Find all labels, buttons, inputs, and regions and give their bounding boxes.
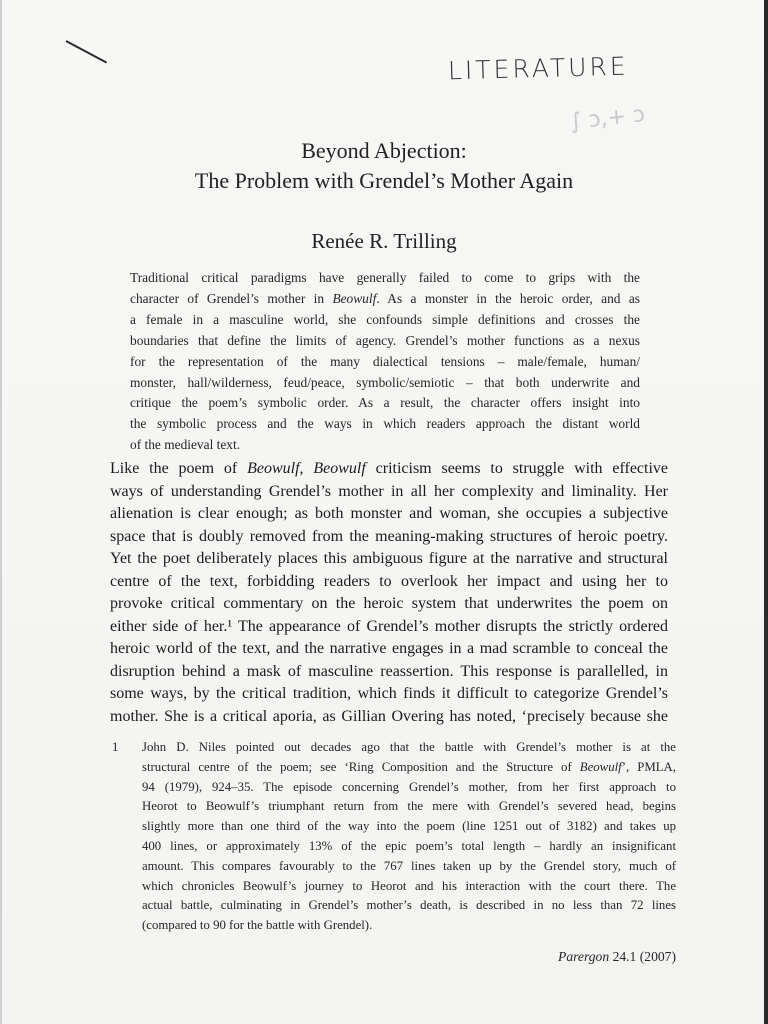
- abstract-line: critique the poem’s symbolic order. As a result, the character offers insight into: [130, 395, 640, 411]
- body-line: Like the poem of Beowulf, Beowulf criticism seems to struggle with effective: [110, 460, 669, 477]
- abstract-line: for the representation of the many dialectical tensions – male/female, human/: [130, 353, 640, 369]
- abstract-line: boundaries that define the limits of agency. Grendel’s mother functions as a nexus: [130, 332, 640, 348]
- article-author: Renée R. Trilling: [311, 229, 457, 253]
- body-line: space that is doubly removed from the meaning-making structures of heroic poetry.: [110, 527, 668, 545]
- footnote-line: amount. This compares favourably to the 767 lines taken up by the Grendel story, much of: [142, 858, 676, 873]
- pen-mark: [66, 40, 108, 63]
- footnote-line: structural centre of the poem; see ‘Ring Composition and the Structure of Beowulf’, PMLA,: [142, 759, 676, 774]
- body-line: either side of her.¹ The appearance of Grendel’s mother disrupts the strictly ordered: [110, 617, 668, 635]
- body-line: alienation is clear enough; as both monster and woman, she occupies a subjective: [110, 505, 668, 522]
- abstract-line: monster, hall/wilderness, feud/peace, symbolic/semiotic – that both underwrite and: [130, 374, 640, 390]
- handwritten-annotation: LITERATURE: [447, 51, 629, 86]
- body-text: [110, 458, 668, 728]
- article-title-line-2: The Problem with Grendel’s Mother Again: [194, 168, 574, 193]
- abstract-line: Traditional critical paradigms have generally failed to come to grips with the: [130, 270, 640, 285]
- footnote-line: (compared to 90 for the battle with Grendel).: [142, 918, 373, 933]
- body-line: Yet the poet deliberately places this ambiguous figure at the narrative and structural: [110, 550, 668, 567]
- body-line: mother. She is a critical aporia, as Gillian Overing has noted, ‘precisely because she: [110, 707, 668, 725]
- footnote-line: 400 lines, or approximately 13% of the epic poem’s total length – hardly an insignificant: [142, 838, 676, 853]
- journal-citation: [558, 949, 676, 965]
- abstract-line: of the medieval text.: [130, 437, 241, 453]
- body-line: ways of understanding Grendel’s mother in all her complexity and liminality. Her: [110, 482, 668, 500]
- article-title-line-1: Beyond Abjection:: [301, 138, 467, 163]
- body-line: provoke critical commentary on the heroic system that underwrites the poem on: [110, 595, 668, 612]
- abstract-line: the symbolic process and the ways in which readers approach the distant world: [130, 416, 640, 432]
- abstract-line: character of Grendel’s mother in Beowulf. As a monster in the heroic order, and as: [130, 290, 640, 306]
- footnote-text: [142, 738, 676, 936]
- body-line: heroic world of the text, and the narrative engages in a mad scramble to conceal the: [110, 640, 668, 657]
- faint-pencil-mark: ∫ ɔ,+ ɔ: [568, 102, 647, 135]
- body-line: some ways, by the critical tradition, which finds it difficult to categorize Grendel’s: [110, 685, 668, 702]
- footnote-line: actual battle, culminating in Grendel’s mother’s death, is described in no less than 72 lines: [142, 898, 676, 913]
- journal-name: Parergon: [558, 949, 610, 964]
- abstract: [130, 268, 640, 456]
- journal-issue: 24.1 (2007): [612, 949, 676, 964]
- footnote-line: 94 (1979), 924–35. The episode concerning Grendel’s mother, from her first approach to: [142, 779, 676, 794]
- footnote-line: Heorot to Beowulf’s triumphant return from the mere with Grendel’s severed head, begins: [142, 799, 676, 814]
- body-line: centre of the text, forbidding readers to overlook her impact and using her to: [110, 572, 668, 590]
- body-line: disruption behind a mask of masculine reassertion. This response is parallelled, in: [110, 662, 668, 680]
- footnote-line: which chronicles Beowulf’s journey to Heorot and his interaction with the court there. The: [142, 878, 676, 893]
- footnote-line: John D. Niles pointed out decades ago that the battle with Grendel’s mother is at the: [142, 740, 676, 754]
- footnote-number: 1: [112, 740, 119, 754]
- abstract-line: a female in a masculine world, she confounds simple definitions and crosses the: [130, 311, 640, 327]
- footnote-line: slightly more than one third of the way into the poem (line 1251 out of 3182) and takes up: [142, 819, 676, 834]
